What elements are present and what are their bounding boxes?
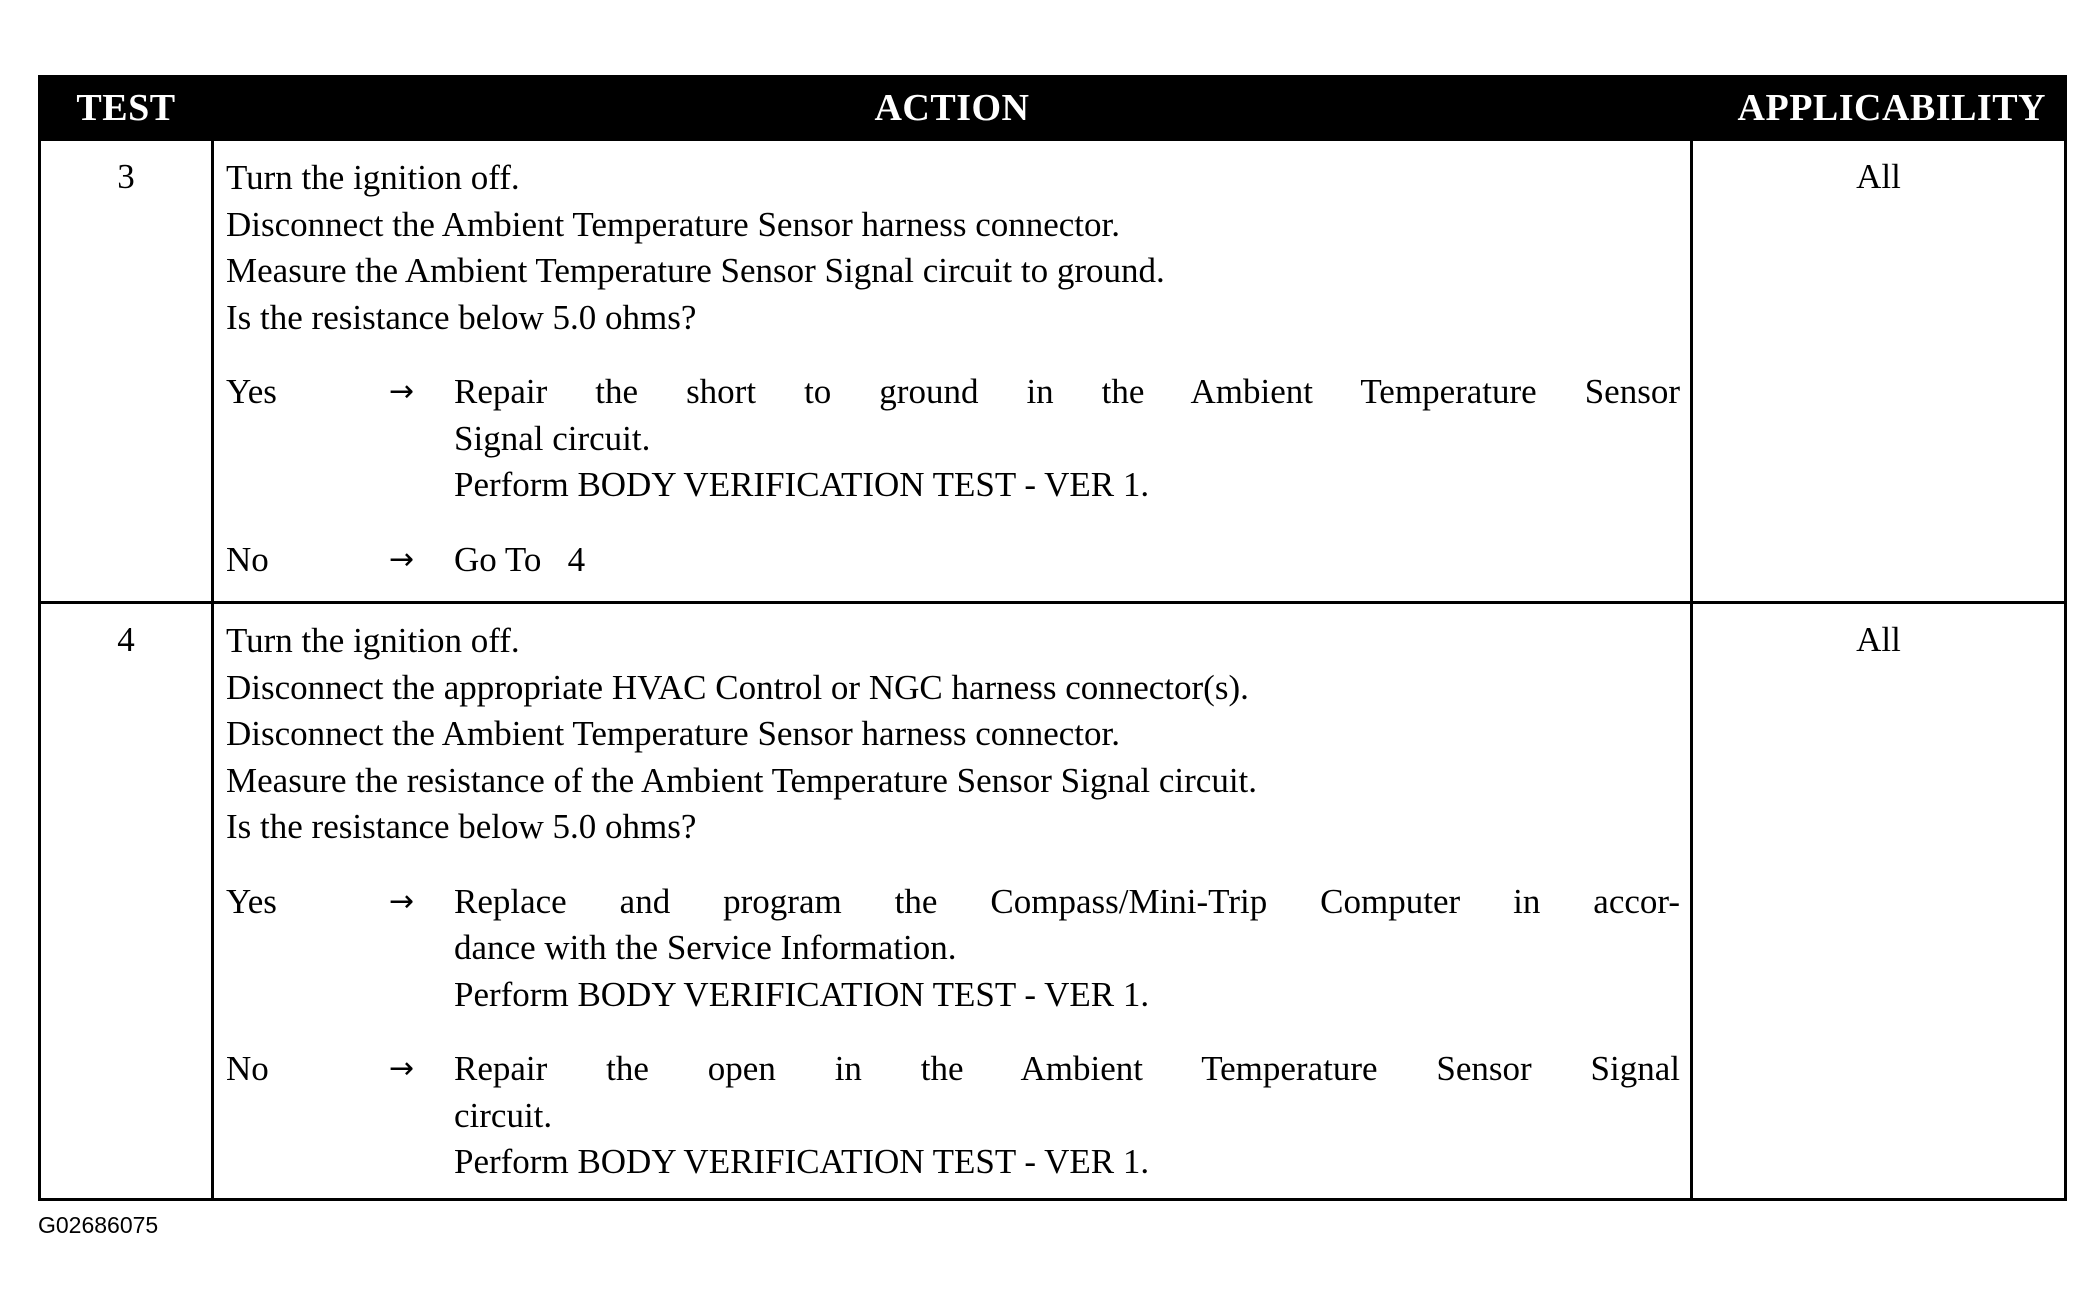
action-step: Turn the ignition off.	[226, 621, 520, 660]
result-text-line: Repair the short to ground in the Ambient Temperature Sensor	[454, 372, 1680, 411]
action-cell	[213, 603, 1692, 1200]
header-action: ACTION	[213, 77, 1692, 140]
applicability-value: All	[1692, 603, 2066, 1200]
result-text-line: Replace and program the Compass/Mini-Trip Computer in accor-	[454, 881, 1680, 921]
result-text-line: Perform BODY VERIFICATION TEST - VER 1.	[454, 974, 1150, 1014]
applicability-value: All	[1692, 140, 2066, 603]
action-step: Disconnect the Ambient Temperature Sensor harness connector.	[226, 204, 1121, 244]
result-no-text	[454, 537, 1680, 584]
table-row-test-3	[40, 140, 2066, 603]
action-step: Disconnect the appropriate HVAC Control or NGC harness connector(s).	[226, 667, 1249, 707]
header-applicability: APPLICABILITY	[1692, 77, 2066, 140]
action-step: Is the resistance below 5.0 ohms?	[226, 807, 697, 846]
result-yes-label: Yes	[226, 372, 277, 411]
result-yes-text	[454, 369, 1680, 509]
result-text-line: circuit.	[454, 1095, 553, 1135]
right-arrow-icon: →	[389, 374, 415, 409]
right-arrow-icon: →	[389, 1051, 415, 1086]
action-step: Disconnect the Ambient Temperature Sensor harness connector.	[226, 714, 1121, 753]
figure-id: G02686075	[38, 1212, 159, 1238]
result-text-line: dance with the Service Information.	[454, 928, 957, 967]
result-no-label: No	[226, 1049, 269, 1088]
result-no-text	[454, 1046, 1680, 1186]
test-number: 3	[40, 140, 213, 603]
result-no	[226, 1046, 1680, 1186]
result-no-label: No	[226, 539, 269, 579]
action-step: Turn the ignition off.	[226, 158, 520, 197]
result-yes	[226, 369, 1680, 509]
result-yes	[226, 879, 1680, 1019]
action-step: Measure the resistance of the Ambient Temperature Sensor Signal circuit.	[226, 760, 1258, 800]
right-arrow-icon: →	[389, 541, 415, 577]
action-step: Is the resistance below 5.0 ohms?	[226, 297, 697, 337]
table-header-row	[40, 77, 2066, 140]
result-text-line: Repair the open in the Ambient Temperature Sensor Signal	[454, 1049, 1680, 1088]
table-row-test-4	[40, 603, 2066, 1200]
result-yes-text	[454, 879, 1680, 1019]
right-arrow-icon: →	[389, 883, 415, 919]
action-cell	[213, 140, 1692, 603]
test-number: 4	[40, 603, 213, 1200]
result-text-line: Go To 4	[454, 539, 586, 579]
result-yes-label: Yes	[226, 881, 277, 921]
diagnostic-test-table	[38, 75, 2067, 1201]
header-test: TEST	[40, 77, 213, 140]
result-text-line: Perform BODY VERIFICATION TEST - VER 1.	[454, 1142, 1150, 1181]
result-no	[226, 537, 1680, 584]
result-text-line: Signal circuit.	[454, 418, 651, 458]
result-text-line: Perform BODY VERIFICATION TEST - VER 1.	[454, 465, 1150, 504]
action-step: Measure the Ambient Temperature Sensor Signal circuit to ground.	[226, 251, 1165, 290]
